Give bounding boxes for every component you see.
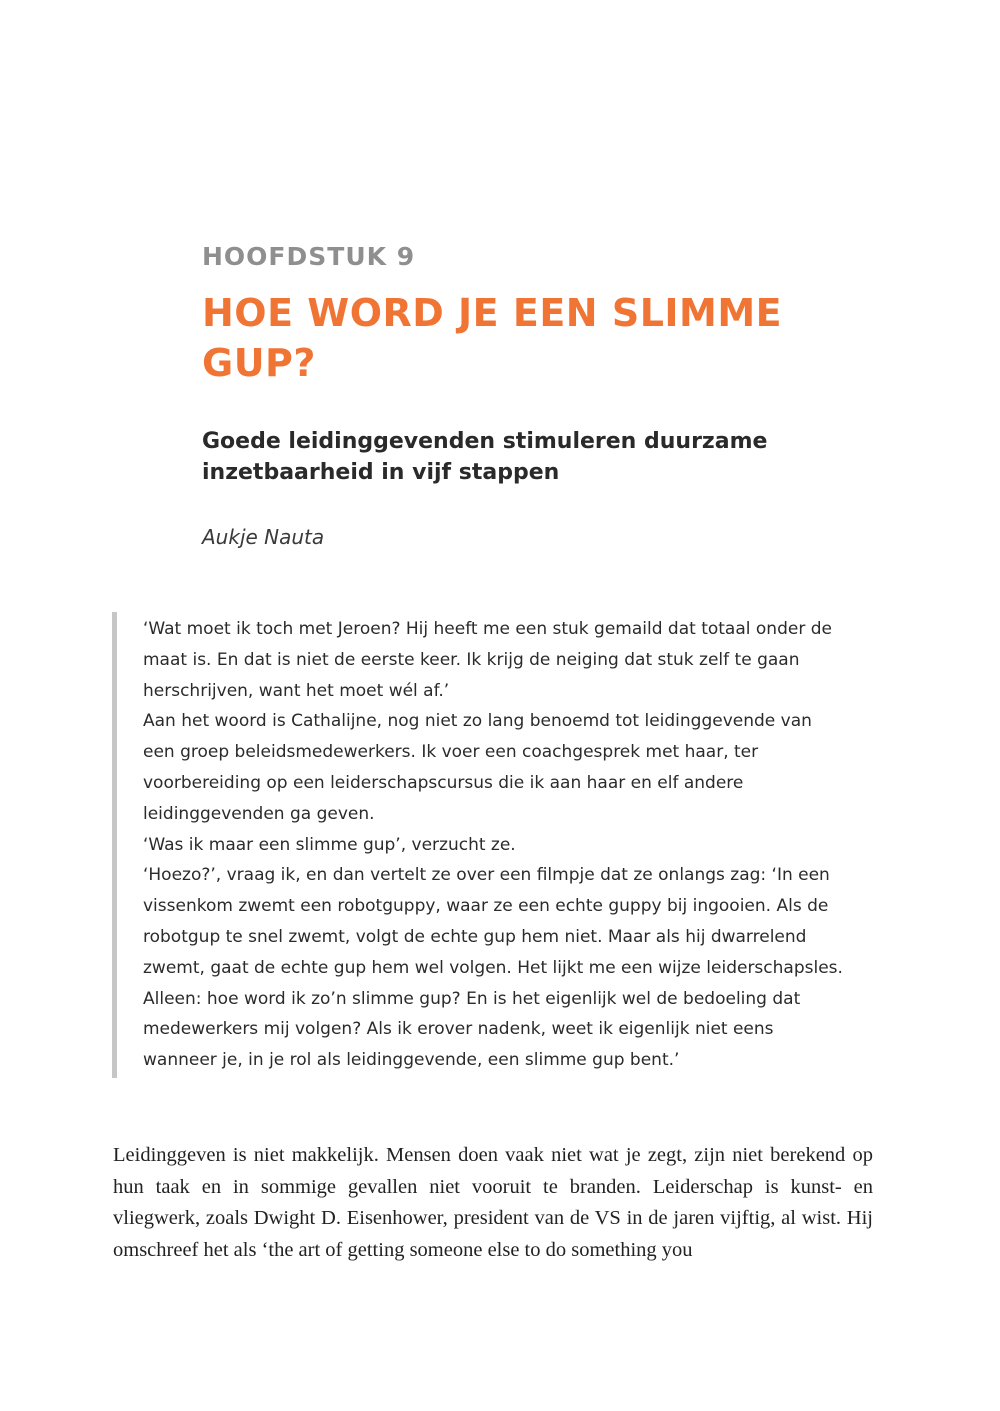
quote-paragraph: ‘Hoezo?’, vraag ik, en dan vertelt ze over een filmpje dat ze onlangs zag: ‘In een vissenkom zwemt een robotguppy, waar ze een echte guppy bij ingooien. Als de robotgup te snel zwemt, volgt de echte gup hem niet. Maar als hij dwarrelend zwemt, gaat de echte gup hem wel volgen. Het lijkt me een wijze leiderschapsles. Alleen: hoe word ik zo’n slimme gup? En is het eigenlijk wel de bedoeling dat medewerkers mij volgen? Als ik erover nadenk, weet ik eigenlijk niet eens wanneer je, in je rol als leidinggevende, een slimme gup bent.’	[143, 865, 843, 1071]
chapter-title: HOE WORD JE EEN SLIMME GUP?	[202, 291, 783, 385]
intro-quote-block	[112, 612, 847, 1078]
quote-paragraph: ‘Was ik maar een slimme gup’, verzucht ze.	[143, 834, 516, 855]
chapter-subtitle: Goede leidinggevenden stimuleren duurzame inzetbaarheid in vijf stappen	[202, 429, 768, 485]
author-name: Aukje Nauta	[202, 525, 325, 549]
body-paragraph: Leidinggeven is niet makkelijk. Mensen doen vaak niet wat je zegt, zijn niet berekend op hun taak en in sommige gevallen niet vooruit te branden. Leiderschap is kunst- en vliegwerk, zoals Dwight D. Eisenhower, president van de VS in de jaren vijftig, al wist. Hij omschreef het als ‘the art of getting someone else to do something you	[113, 1144, 873, 1261]
quote-paragraph: ‘Wat moet ik toch met Jeroen? Hij heeft me een stuk gemaild dat totaal onder de maat is. En dat is niet de eerste keer. Ik krijg de neiging dat stuk zelf te gaan herschrijven, want het moet wél af.’	[143, 619, 832, 701]
chapter-label: HOOFDSTUK 9	[202, 242, 416, 271]
quote-paragraph: Aan het woord is Cathalijne, nog niet zo lang benoemd tot leidinggevende van een groep beleidsmedewerkers. Ik voer een coachgesprek met haar, ter voorbereiding op een leiderschapscursus die ik aan haar en elf andere leidinggevenden ga geven.	[143, 711, 812, 824]
